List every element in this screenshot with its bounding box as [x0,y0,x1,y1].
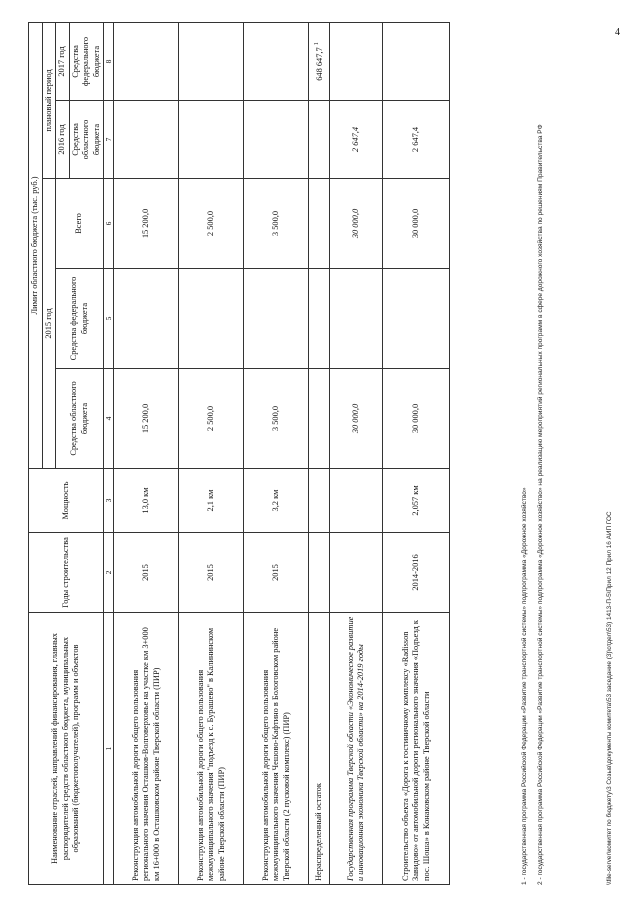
table-row [330,23,383,885]
header-regional-2015: Средства областного бюджета [56,369,104,469]
column-index: 5 [104,269,114,369]
footnote-marker: 1 [313,42,320,46]
table-row [309,23,330,885]
column-index: 6 [104,179,114,269]
header-name: Наименование отраслей, направлений финансирования, главных распорядителей средств областного бюджета, муниципальных образований (бюджетополучателей), программ и объектов [29,613,104,885]
footnotes [520,25,552,885]
header-capacity: Мощность [29,469,104,533]
file-path: \\file-server\комитет по бюджету\3 Созыв\документы комитета\53 заседание (3)\отдел\53) 1413-П-5\Прил 12 Прил 16 АИП ГОС [606,511,613,885]
object-name: Реконструкция автомобильной дороги общего пользования регионального значения Осташков-Волговерховье на участке км 3+000 км 16+000 в Осташковском районе Тверской области (ПИР) [114,613,179,885]
header-federal-2015: Средства федерального бюджета [56,269,104,369]
federal-2015 [179,269,244,369]
column-index: 3 [104,469,114,533]
regional-2016 [179,101,244,179]
regional-2015 [309,369,330,469]
federal-2017 [114,23,179,101]
total: 15 200,0 [114,179,179,269]
federal-2015 [330,269,383,369]
investment-table [28,22,450,885]
construction-years: 2015 [244,533,309,613]
capacity: 3,2 км [244,469,309,533]
regional-2015: 2 500,0 [179,369,244,469]
footnote-2: 2 - государственная программа Российской Федерации «Развитие транспортной системы» подпрограмма «Дорожное хозяйство» на реализацию мероприятий региональных программ в сфере дорожного хозяйства по решениям Правительства РФ [537,124,545,885]
regional-2016 [244,101,309,179]
regional-2016: 2 647,4 [383,101,450,179]
header-federal-2017: Средства федерального бюджета [69,23,104,101]
page-number: 4 [615,27,620,38]
total: 30 000,0 [383,179,450,269]
column-index: 1 [104,613,114,885]
construction-years: 2014-2016 [383,533,450,613]
construction-years [309,533,330,613]
federal-2017 [309,23,330,101]
total: 30 000,0 [330,179,383,269]
object-name: Строительство объекта «Дорога к гостиничному комплексу «Radisson Завидово» от автомобильной дороги регионального значения «Подъезд к пос. Шоша» в Конаковском районе Тверской области [383,613,450,885]
federal-2017 [330,23,383,101]
federal-2015 [114,269,179,369]
object-name: Реконструкция автомобильной дороги общего пользования межмуниципального значения Чешово-Кафтино в Бологовском районе Тверской области (2 пусковой комплекс) (ПИР) [244,613,309,885]
header-year-2017: 2017 год [56,23,70,101]
regional-2016 [309,101,330,179]
construction-years [330,533,383,613]
construction-years: 2015 [114,533,179,613]
federal-2015 [383,269,450,369]
capacity [330,469,383,533]
federal-2015 [244,269,309,369]
federal-2017 [383,23,450,101]
header-planned-period: плановый период [42,23,56,179]
capacity [309,469,330,533]
header-total: Всего [56,179,104,269]
header-years: Годы строительства [29,533,104,613]
column-index: 7 [104,101,114,179]
capacity: 2,1 км [179,469,244,533]
total: 2 500,0 [179,179,244,269]
regional-2015: 15 200,0 [114,369,179,469]
table-row [383,23,450,885]
header-limit: Лимит областного бюджета (тыс. руб.) [29,23,43,469]
regional-2015: 30 000,0 [383,369,450,469]
object-name: Реконструкция автомобильной дороги общего пользования межмуниципального значения "подъезд к с. Бурашево" в Калининском районе Тверской области (ПИР) [179,613,244,885]
column-index: 4 [104,369,114,469]
column-index: 2 [104,533,114,613]
regional-2016 [114,101,179,179]
federal-2017 [179,23,244,101]
header-year-2016: 2016 год [56,101,70,179]
unallocated-amount: 648 647,7 [314,47,324,81]
header-year-2015: 2015 год [42,179,56,469]
column-index-row [104,23,114,885]
total [309,179,330,269]
regional-2016: 2 647,4 [330,101,383,179]
regional-2015: 30 000,0 [330,369,383,469]
total: 3 500,0 [244,179,309,269]
federal-2015 [309,269,330,369]
capacity: 2,057 км [383,469,450,533]
table-row [179,23,244,885]
regional-2015: 3 500,0 [244,369,309,469]
capacity: 13,0 км [114,469,179,533]
table-row [244,23,309,885]
construction-years: 2015 [179,533,244,613]
footnote-1: 1 - государственная программа Российской Федерации «Развитие транспортной системы» подпрограмма «Дорожное хозяйство» [521,487,528,885]
federal-2017 [244,23,309,101]
header-regional-2016: Средства областного бюджета [69,101,104,179]
object-name: Нераспределенный остаток [309,613,330,885]
column-index: 8 [104,23,114,101]
table-row [114,23,179,885]
program-name: Государственная программа Тверской области «Экономическое развитие и инновационная экономика Тверской области» на 2014-2019 годы [330,613,383,885]
